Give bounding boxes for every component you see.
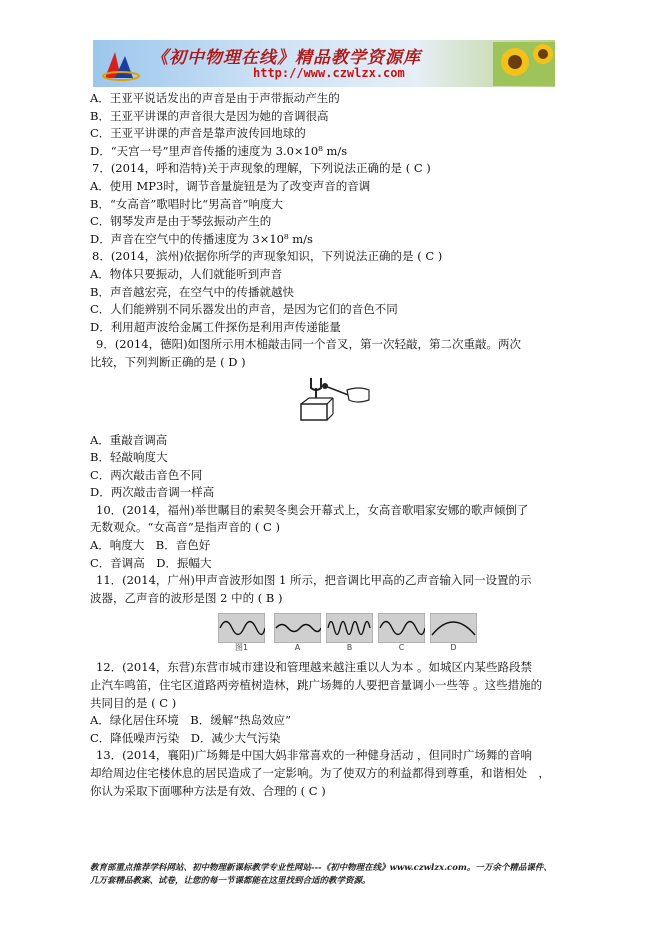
site-logo-icon <box>101 46 141 82</box>
question-11: 11．(2014，广州)甲声音波形如图 1 所示，把音调比甲高的乙声音输入同一设置的示 <box>96 573 532 588</box>
option: C．音调高 D．振幅大 <box>90 555 212 570</box>
tuning-fork-figure <box>297 376 373 426</box>
text-line: 止汽车鸣笛，住宅区道路两旁植树造林，跳广场舞的人要把音量调小一些等 。这些措施的 <box>90 678 543 693</box>
question-8: 8．(2014，滨州)依据你所学的声现象知识，下列说法正确的是 ( C ) <box>92 249 443 264</box>
waveform-c <box>378 613 425 653</box>
waveform-a <box>274 613 321 653</box>
text-line: A．物体只要振动，人们就能听到声音 <box>90 266 283 281</box>
option: B．轻敲响度大 <box>90 450 168 465</box>
text-line: B．声音越宏亮，在空气中的传播就越快 <box>90 284 294 299</box>
waveform-figures <box>218 613 580 653</box>
wave-label: C <box>398 643 405 653</box>
text-line: 比较，下列判断正确的是 ( D ) <box>90 354 246 369</box>
text-line: D．“天宫一号”里声音传播的速度为 3.0×10⁸ m/s <box>90 143 348 158</box>
question-9: 9．(2014，德阳)如图所示用木槌敲击同一个音叉，第一次轻敲，第二次重敲。两次 <box>96 337 522 352</box>
text-line: A．王亚平说话发出的声音是由于声带振动产生的 <box>90 91 340 105</box>
wave-label: 图1 <box>234 643 249 653</box>
waveform-d <box>430 613 477 653</box>
page-footer <box>90 862 590 888</box>
banner-title: 《初中物理在线》精品教学资源库 <box>151 48 421 68</box>
waveform-b <box>326 613 373 653</box>
wave-label: A <box>294 643 301 653</box>
text-line: 却给周边住宅楼休息的居民造成了一定影响。为了使双方的利益都得到尊重，和谐相处 ， <box>90 766 550 780</box>
wave-label: D <box>450 643 457 653</box>
text-line: 共同目的是 ( C ) <box>90 695 177 710</box>
text-line: C．王亚平讲课的声音是靠声波传回地球的 <box>90 126 306 141</box>
option: A．响度大 B．音色好 <box>90 538 211 553</box>
banner-url[interactable]: http://www.czwlzx.com <box>253 66 405 80</box>
document-body <box>90 90 580 800</box>
text-line: C．人们能辨别不同乐器发出的声音，是因为它们的音色不同 <box>90 302 398 317</box>
option: D．两次敲击音调一样高 <box>90 485 215 500</box>
waveform-d-icon <box>430 613 477 643</box>
text-line: 你认为采取下面哪种方法是有效、合理的 ( C ) <box>90 783 326 798</box>
waveform-b-icon <box>326 613 373 643</box>
waveform-fig1 <box>218 613 265 653</box>
option: A．重敲音调高 <box>90 432 168 447</box>
option: A．绿化居住环境 B．缓解“热岛效应” <box>90 713 292 728</box>
text-line: C．钢琴发声是由于琴弦振动产生的 <box>90 214 272 229</box>
header-banner <box>93 40 555 87</box>
text-line: D．利用超声波给金属工件探伤是利用声传递能量 <box>90 319 341 334</box>
text-line: D．声音在空气中的传播速度为 3×10⁸ m/s <box>90 231 313 246</box>
sunflower-icon <box>493 42 555 86</box>
wave-label: B <box>346 643 353 653</box>
text-line: 无数观众。“女高音”是指声音的 ( C ) <box>90 520 280 535</box>
footer-line: 几万套精品教案、试卷，让您的每一节课都能在这里找到合适的教学资源。 <box>90 876 371 886</box>
text-line: 波器，乙声音的波形是图 2 中的 ( B ) <box>90 590 283 605</box>
footer-line: 教育部重点推荐学科网站、初中物理新课标教学专业性网站---《初中物理在线》www.czwlzx.com。一万余个精品课件、 <box>90 863 552 873</box>
waveform-a-icon <box>274 613 321 643</box>
text-line: B．王亚平讲课的声音很大是因为她的音调很高 <box>90 108 329 123</box>
question-12: 12．(2014，东营)东营市城市建设和管理越来越注重以人为本 。如城区内某些路段禁 <box>96 660 533 675</box>
waveform-c-icon <box>378 613 425 643</box>
waveform-fig1-icon <box>218 613 265 643</box>
question-13: 13．(2014，襄阳)广场舞是中国大妈非常喜欢的一种健身活动 ，但同时广场舞的音响 <box>96 748 533 763</box>
option: C．两次敲击音色不同 <box>90 467 203 482</box>
text-line: A．使用 MP3时，调节音量旋钮是为了改变声音的音调 <box>90 178 371 193</box>
option: C．降低噪声污染 D．减少大气污染 <box>90 730 281 745</box>
question-7: 7．(2014，呼和浩特)关于声现象的理解，下列说法正确的是 ( C ) <box>92 161 431 176</box>
question-10: 10．(2014，福州)举世瞩目的索契冬奥会开幕式上，女高音歌唱家安娜的歌声倾倒了 <box>96 502 529 517</box>
text-line: B．“女高音”歌唱时比“男高音”响度大 <box>90 196 283 211</box>
